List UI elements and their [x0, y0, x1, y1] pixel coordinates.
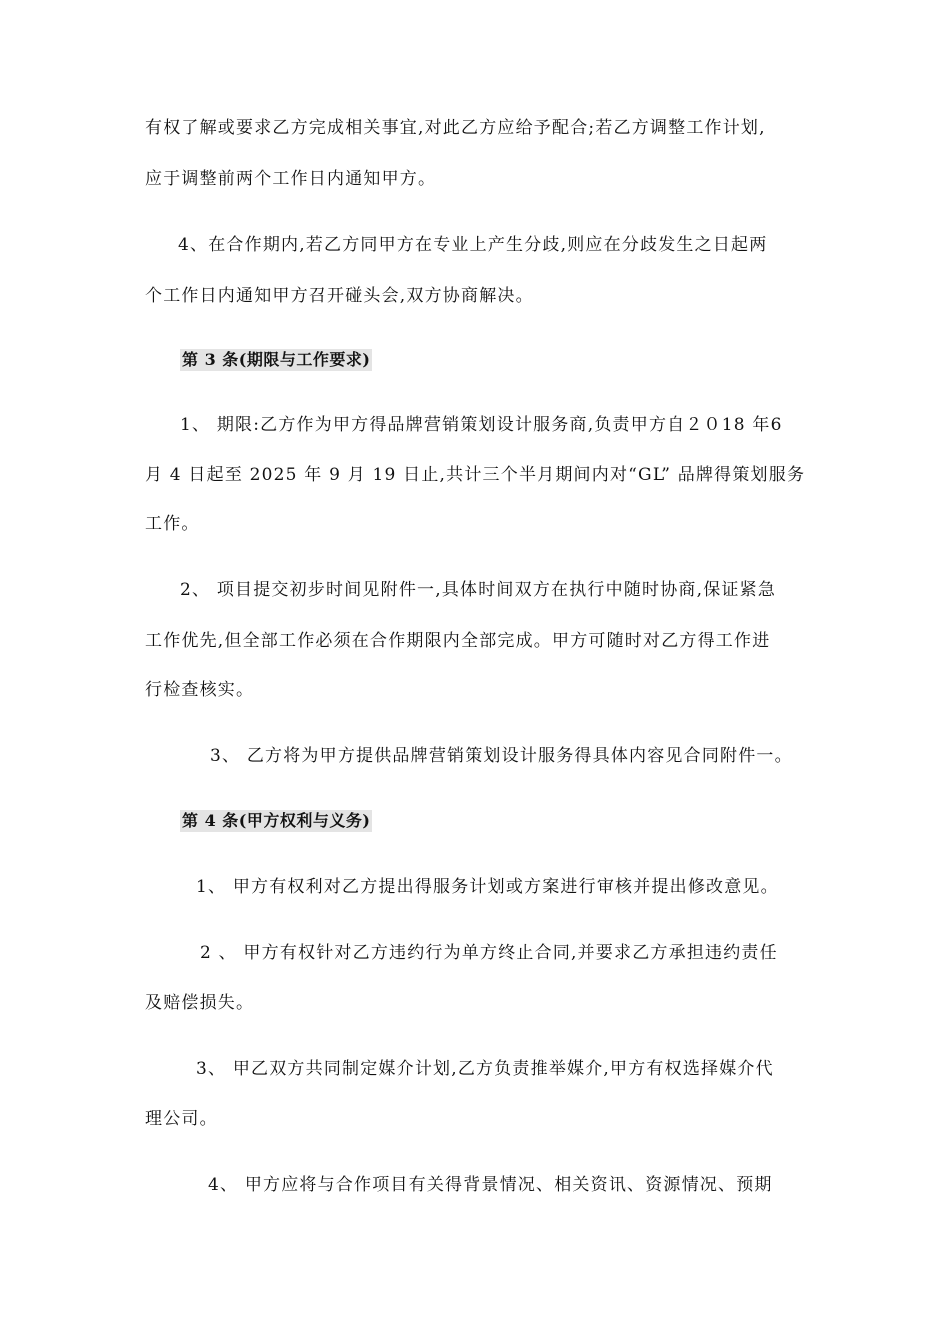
paragraph-line: 有权了解或要求乙方完成相关事宜,对此乙方应给予配合;若乙方调整工作计划, — [145, 118, 766, 138]
paragraph-line: 行检查核实。 — [145, 680, 255, 700]
paragraph-line: 工作优先,但全部工作必须在合作期限内全部完成。甲方可随时对乙方得工作进 — [145, 631, 771, 651]
paragraph-line: 理公司。 — [145, 1109, 218, 1129]
paragraph-line: 1、 甲方有权利对乙方提出得服务计划或方案进行审核并提出修改意见。 — [196, 877, 779, 897]
paragraph-line: 2 、 甲方有权针对乙方违约行为单方终止合同,并要求乙方承担违约责任 — [200, 943, 778, 963]
paragraph-line: 月 4 日起至 2025 年 9 月 19 日止,共计三个半月期间内对“GL” 品牌得策划服务 — [145, 465, 806, 485]
paragraph-line: 3、 甲乙双方共同制定媒介计划,乙方负责推举媒介,甲方有权选择媒介代 — [196, 1059, 774, 1079]
paragraph-line: 应于调整前两个工作日内通知甲方。 — [145, 169, 437, 189]
paragraph-line: 4、在合作期内,若乙方同甲方在专业上产生分歧,则应在分歧发生之日起两 — [178, 235, 768, 255]
paragraph-line: 4、 甲方应将与合作项目有关得背景情况、相关资讯、资源情况、预期 — [208, 1175, 773, 1195]
section-heading-article-3: 第 3 条(期限与工作要求) — [182, 350, 371, 369]
section-heading-article-4: 第 4 条(甲方权利与义务) — [182, 811, 371, 830]
paragraph-line: 2、 项目提交初步时间见附件一,具体时间双方在执行中随时协商,保证紧急 — [180, 580, 777, 600]
paragraph-line: 个工作日内通知甲方召开碰头会,双方协商解决。 — [145, 286, 534, 306]
paragraph-line: 1、 期限:乙方作为甲方得品牌营销策划设计服务商,负责甲方自２０18 年6 — [180, 415, 783, 435]
paragraph-line: 及赔偿损失。 — [145, 993, 255, 1013]
paragraph-line: 工作。 — [145, 514, 200, 534]
paragraph-line: 3、 乙方将为甲方提供品牌营销策划设计服务得具体内容见合同附件一。 — [210, 746, 793, 766]
